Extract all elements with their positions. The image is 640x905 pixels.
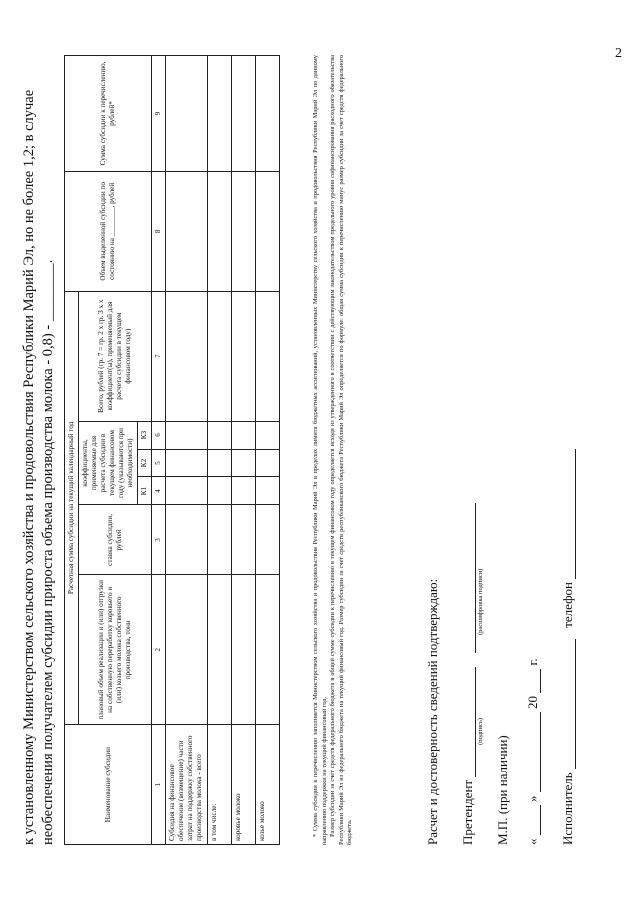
column-header-volume: плановый объем реализации и (или) отгрузки на собственную переработку коровьего и (или) козьего молока собственного производства, тонн — [79, 575, 152, 725]
footnote-paragraph-2: Размер субсидии за счет средств федерального бюджета в общей сумме субсидии к перечислению в текущем финансовом году определяется исходя из утвержденного в соответствии с действующим законодательством предельного уровня софинансирования расходного обязательства Республики Марий Эл из федерального бюджета на текущий финансовый год. Размер субсидии за счет средств республиканского бюджета Республики Марий Эл определяется по формуле: общая сумма субсидии к перечислению минус размер субсидии за счет средств федерального бюджета. — [329, 55, 353, 845]
phone-label: телефон — [560, 582, 575, 628]
table-cell — [166, 505, 208, 575]
column-number: 2 — [152, 575, 166, 725]
column-header-k2: К2 — [138, 449, 152, 477]
date-close-quote: » — [525, 795, 540, 802]
column-header-rate: ставка субсидии, рублей — [79, 505, 152, 575]
table-row-label: коровье молоко — [232, 725, 256, 845]
table-cell — [166, 171, 208, 291]
date-open-quote: « — [525, 838, 540, 845]
stamp-label: М.П. (при наличии) — [495, 735, 510, 845]
table-row-label: Субсидия на финансовое обеспечение (возмещение) части затрат на поддержку собственного производства молока - всего — [166, 725, 208, 845]
column-group-header: Расчетная сумма субсидии на текущий календарный год — [65, 291, 79, 724]
day-line — [526, 805, 541, 835]
month-line — [526, 712, 541, 792]
table-cell — [256, 291, 280, 421]
table-cell — [256, 449, 280, 477]
column-number: 6 — [152, 421, 166, 449]
column-number: 4 — [152, 477, 166, 505]
heading-line-2: необеспечения получателем субсидии прироста объема производства молока - 0,8) - ________. — [40, 259, 56, 845]
table-cell — [208, 291, 232, 421]
year-suffix: г. — [525, 658, 540, 666]
year-prefix: 20 — [525, 696, 540, 709]
rotated-page-content — [20, 30, 620, 880]
confirmation-title: Расчет и достоверность сведений подтверждаю: — [425, 578, 440, 845]
date-row — [525, 658, 541, 845]
column-header-transfer: Сумма субсидии к перечислению, рублей* — [65, 56, 152, 172]
footnote-paragraph-1: * Сумма субсидии к перечислению заполняется Министерством сельского хозяйства и продовольствия Республики Марий Эл в пределах лимита бюджетных ассигнований, установленных Министерству сельского хозяйства и продовольствия Республики Марий Эл по данному направлению поддержки на текущий финансовый год. — [312, 55, 328, 845]
table-cell — [232, 291, 256, 421]
signature-line — [461, 667, 476, 777]
table-cell — [256, 421, 280, 449]
table-cell — [166, 575, 208, 725]
column-header-name: Наименование субсидии — [65, 725, 152, 845]
table-cell — [166, 477, 208, 505]
column-header-total: Всего, рублей (гр. 7 = гр. 2 х гр. 3 х х коэффициент(ы), применяемый для расчета субсидии в текущем финансовом году) — [79, 291, 152, 421]
subsidy-calculation-table — [64, 55, 280, 845]
column-header-k3: К3 — [138, 421, 152, 449]
column-header-coefficients: коэффициенты, применяемые для расчета субсидии в текущем финансовом году (указываются при необходимости) — [79, 421, 138, 505]
phone-line — [561, 449, 576, 579]
table-cell — [166, 56, 208, 172]
table-cell — [232, 421, 256, 449]
column-header-allocated: Объем выделенной субсидии по состоянию на ________, рублей — [65, 171, 152, 291]
applicant-label: Претендент — [460, 779, 475, 845]
signature-caption: (подпись) — [477, 718, 484, 745]
decoding-caption: (расшифровка подписи) — [477, 568, 484, 635]
table-cell — [208, 575, 232, 725]
table-cell — [208, 449, 232, 477]
executor-label: Исполнитель — [560, 772, 575, 845]
table-cell — [166, 449, 208, 477]
column-header-k1: К1 — [138, 477, 152, 505]
year-line — [526, 669, 541, 693]
decoding-line — [461, 503, 476, 653]
table-cell — [232, 575, 256, 725]
table-cell — [256, 477, 280, 505]
column-number: 5 — [152, 449, 166, 477]
table-cell — [232, 56, 256, 172]
executor-row — [560, 449, 576, 845]
table-cell — [208, 421, 232, 449]
executor-line — [561, 639, 576, 769]
table-cell — [208, 56, 232, 172]
table-cell — [232, 449, 256, 477]
table-cell — [256, 171, 280, 291]
table-cell — [232, 171, 256, 291]
table-cell — [208, 171, 232, 291]
table-cell — [232, 477, 256, 505]
footnote — [312, 55, 355, 845]
table-cell — [208, 477, 232, 505]
table-cell — [256, 56, 280, 172]
table-cell — [208, 505, 232, 575]
column-number: 3 — [152, 505, 166, 575]
table-row-label: козье молоко — [256, 725, 280, 845]
column-number: 1 — [152, 725, 166, 845]
column-number: 8 — [152, 171, 166, 291]
table-cell — [166, 421, 208, 449]
heading-line-1: к установленному Министерством сельского хозяйства и продовольствия Республики Марий Эл, но не более 1,2; в случае — [21, 89, 37, 845]
table-cell — [256, 505, 280, 575]
table-cell — [256, 575, 280, 725]
heading-text — [20, 55, 58, 845]
table-cell — [232, 505, 256, 575]
column-number: 9 — [152, 56, 166, 172]
page-number: 2 — [615, 46, 622, 61]
column-number: 7 — [152, 291, 166, 421]
applicant-signature-row — [460, 503, 476, 845]
table-row-label: в том числе: — [208, 725, 232, 845]
table-cell — [166, 291, 208, 421]
